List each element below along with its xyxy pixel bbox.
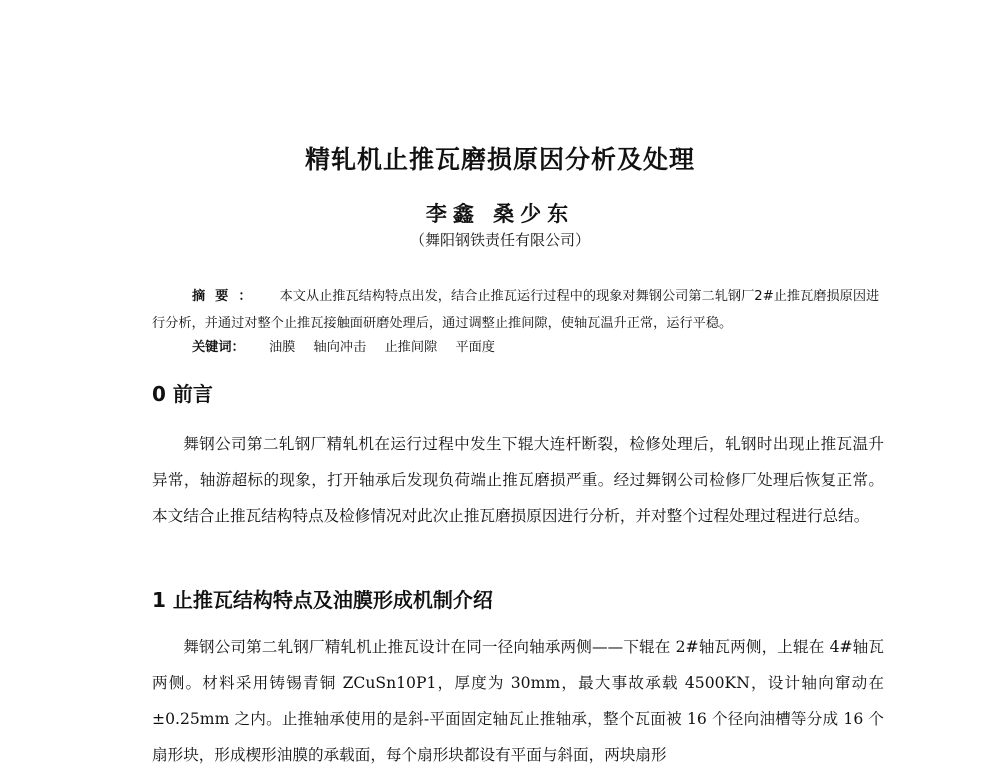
abstract — [152, 283, 884, 337]
keywords — [192, 337, 882, 359]
abstract-text: 本文从止推瓦结构特点出发，结合止推瓦运行过程中的现象对舞钢公司第二轧钢厂2#止推瓦磨损原因进行分析，并通过对整个止推瓦接触面研磨处理后，通过调整止推间隙，使轴瓦温升正常，运行平稳。 — [152, 289, 880, 331]
keyword: 止推间隙 — [384, 340, 438, 355]
paper-authors: 李鑫 桑少东 — [425, 201, 575, 226]
section-paragraph-structure: 舞钢公司第二轧钢厂精轧机止推瓦设计在同一径向轴承两侧——下辊在 2#轴瓦两侧，上辊在 4#轴瓦两侧。材料采用铸锡青铜 ZCuSn10P1，厚度为 30mm，最大事故承载 4500KN，设计轴向窜动在±0.25mm 之内。止推轴承使用的是斜-平面固定轴瓦止推轴承，整个瓦面被 16 个径向油槽等分成 16 个扇形块，形成楔形油膜的承载面，每个扇形块都设有平面与斜面，两块扇形 — [152, 638, 884, 764]
paper-affiliation: （舞阳钢铁责任有限公司） — [409, 231, 590, 249]
paper-title: 精轧机止推瓦磨损原因分析及处理 — [304, 145, 695, 174]
section-paragraph-intro: 舞钢公司第二轧钢厂精轧机在运行过程中发生下辊大连杆断裂，检修处理后，轧钢时出现止推瓦温升异常，轴游超标的现象，打开轴承后发现负荷端止推瓦磨损严重。经过舞钢公司检修厂处理后恢复正常。本文结合止推瓦结构特点及检修情况对此次止推瓦磨损原因进行分析，并对整个过程处理过程进行总结。 — [152, 435, 884, 525]
section-heading-structure: 1 止推瓦结构特点及油膜形成机制介绍 — [152, 588, 493, 612]
keyword: 平面度 — [455, 340, 495, 355]
abstract-label: 摘要： — [192, 289, 262, 304]
section-heading-intro: 0 前言 — [152, 382, 213, 406]
keyword: 轴向冲击 — [313, 340, 367, 355]
keyword: 油膜 — [268, 340, 296, 355]
keywords-label: 关键词： — [192, 340, 245, 355]
